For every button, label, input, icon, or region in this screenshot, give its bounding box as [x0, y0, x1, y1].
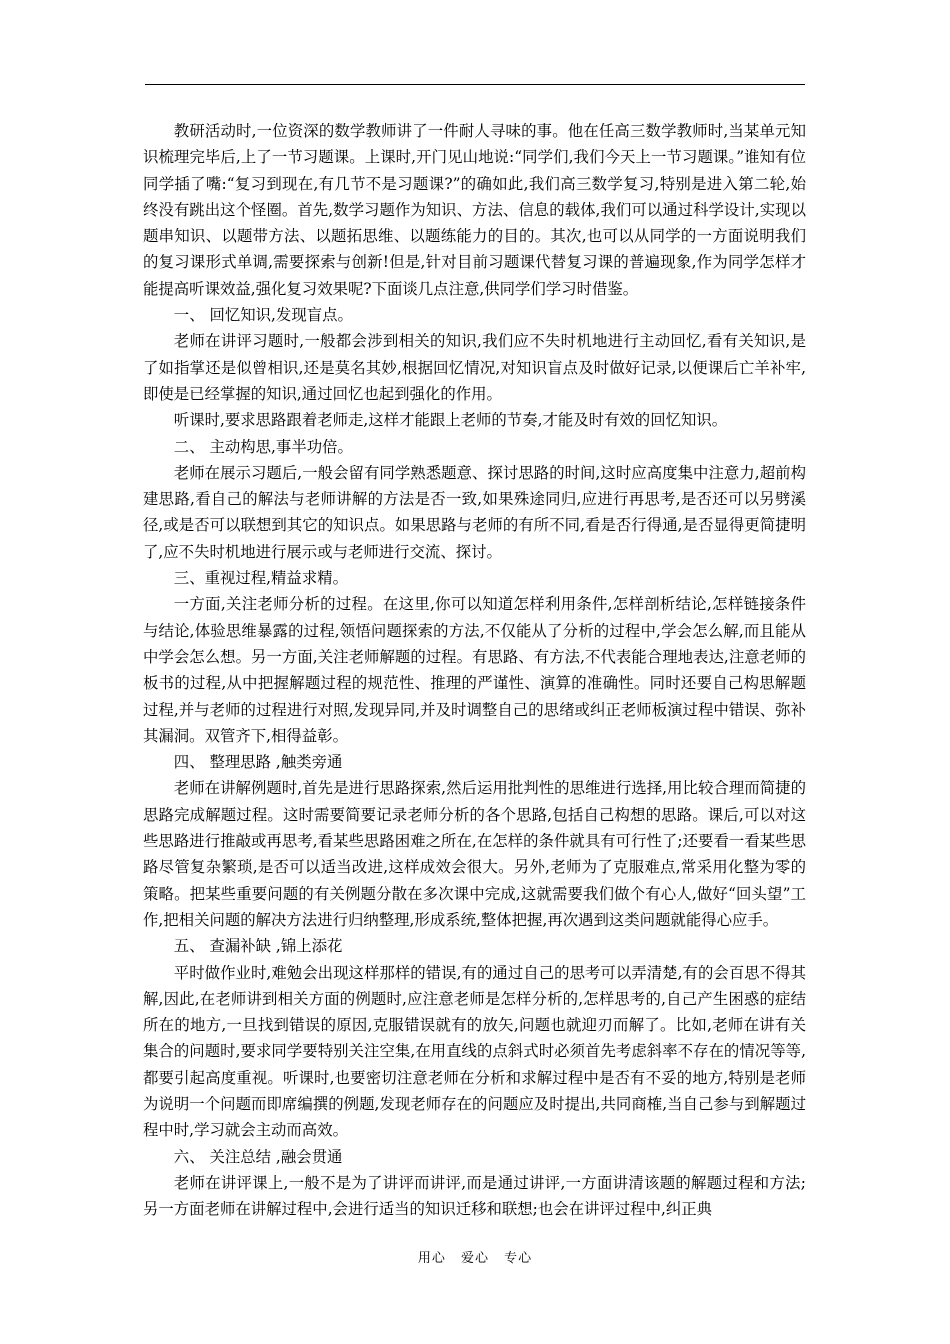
- section-heading-6: 六、 关注总结 ,融会贯通: [173, 1147, 343, 1166]
- intro-paragraph: 教研活动时,一位资深的数学教师讲了一件耐人寻味的事。他在任高三数学教师时,当某单元知识梳理完毕后,上了一节习题课。上课时,开门见山地说:“同学们,我们今天上一节习题课。”谁知有位同学插了嘴:“复习到现在,有几节不是习题课?”的确如此,我们高三数学复习,特别是进入第二轮,始终没有跳出这个怪圈。首先,数学习题作为知识、方法、信息的载体,我们可以通过科学设计,实现以题串知识、以题带方法、以题拓思维、以题练能力的目的。其次,也可以从同学的一方面说明我们的复习课形式单调,需要探索与创新!但是,针对目前习题课代替复习课的普遍现象,作为同学怎样才能提高听课效益,强化复习效果呢?下面谈几点注意,供同学们学习时借鉴。: [143, 122, 806, 298]
- section-6-paragraph: 老师在讲评课上,一般不是为了讲评而讲评,而是通过讲评,一方面讲清该题的解题过程和方法;另一方面老师在讲解过程中,会进行适当的知识迁移和联想;也会在讲评过程中,纠正典: [143, 1173, 806, 1219]
- section-heading-1: 一、 回忆知识,发现盲点。: [173, 306, 353, 325]
- section-heading-5: 五、 查漏补缺 ,锦上添花: [173, 937, 343, 956]
- section-3-paragraph: 一方面,关注老师分析的过程。在这里,你可以知道怎样利用条件,怎样剖析结论,怎样链接条件与结论,体验思维暴露的过程,领悟问题探索的方法,不仅能从了分析的过程中,学会怎么解,而且能从中学会怎么想。另一方面,关注老师解题的过程。有思路、有方法,不代表能合理地表达,注意老师的板书的过程,从中把握解题过程的规范性、推理的严谨性、演算的准确性。同时还要自己构思解题过程,并与老师的过程进行对照,发现异同,并及时调整自己的思绪或纠正老师板演过程中错误、弥补其漏洞。双管齐下,相得益彰。: [143, 595, 806, 745]
- section-heading-2: 二、 主动构思,事半功倍。: [173, 437, 353, 456]
- section-1-paragraph-1: 老师在讲评习题时,一般都会涉到相关的知识,我们应不失时机地进行主动回忆,看有关知识,是了如指掌还是似曾相识,还是莫名其妙,根据回忆情况,对知识盲点及时做好记录,以便课后亡羊补牢,即使是已经掌握的知识,通过回忆也起到强化的作用。: [143, 332, 806, 403]
- section-2-paragraph: 老师在展示习题后,一般会留有同学熟悉题意、探讨思路的时间,这时应高度集中注意力,超前构建思路,看自己的解法与老师讲解的方法是否一致,如果殊途同归,应进行再思考,是否还可以另劈溪径,或是否可以联想到其它的知识点。如果思路与老师的有所不同,看是否行得通,是否显得更简捷明了,应不失时机地进行展示或与老师进行交流、探讨。: [143, 463, 806, 561]
- section-1-paragraph-2: 听课时,要求思路跟着老师走,这样才能跟上老师的节奏,才能及时有效的回忆知识。: [173, 411, 728, 430]
- section-4-paragraph: 老师在讲解例题时,首先是进行思路探索,然后运用批判性的思维进行选择,用比较合理而简捷的思路完成解题过程。这时需要简要记录老师分析的各个思路,包括自己构想的思路。课后,可以对这些思路进行推敲或再思考,看某些思路困难之所在,在怎样的条件就具有可行性了;还要看一看某些思路尽管复杂繁琐,是否可以适当改进,这样成效会很大。另外,老师为了克服难点,常采用化整为零的策略。把某些重要问题的有关例题分散在多次课中完成,这就需要我们做个有心人,做好“回头望”工作,把相关问题的解决方法进行归纳整理,形成系统,整体把握,再次遇到这类问题就能得心应手。: [143, 779, 806, 929]
- section-5-paragraph: 平时做作业时,难勉会出现这样那样的错误,有的通过自己的思考可以弄清楚,有的会百思不得其解,因此,在老师讲到相关方面的例题时,应注意老师是怎样分析的,怎样思考的,自己产生困惑的症结所在的地方,一旦找到错误的原因,克服错误就有的放矢,问题也就迎刃而解了。比如,老师在讲有关集合的问题时,要求同学要特别关注空集,在用直线的点斜式时必须首先考虑斜率不存在的情况等等,都要引起高度重视。听课时,也要密切注意老师在分析和求解过程中是否有不妥的地方,特别是老师为说明一个问题而即席编撰的例题,发现老师存在的问题应及时提出,共同商榷,当自己参与到解题过程中时,学习就会主动而高效。: [143, 963, 806, 1140]
- header-rule: [145, 84, 805, 85]
- section-heading-3: 三、重视过程,精益求精。: [173, 569, 348, 588]
- document-body: [143, 118, 806, 1222]
- page-footer: 用心 爱心 专心: [417, 1251, 533, 1266]
- section-heading-4: 四、 整理思路 ,触类旁通: [173, 753, 343, 772]
